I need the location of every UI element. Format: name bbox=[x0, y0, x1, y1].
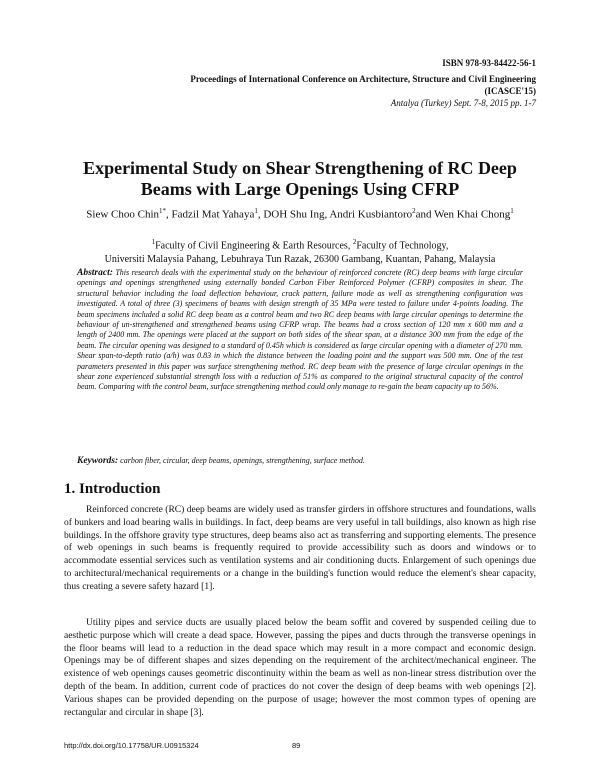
abstract bbox=[77, 268, 523, 393]
affiliation-line-1 bbox=[40, 235, 560, 253]
page-number: 89 bbox=[292, 741, 301, 750]
affiliation-line-2: Universiti Malaysia Pahang, Lebuhraya Tun Razak, 26300 Gambang, Kuantan, Pahang, Malaysia bbox=[104, 254, 496, 266]
affiliation-1: Faculty of Civil Engineering & Earth Resources, bbox=[155, 240, 353, 252]
isbn: ISBN 978-93-84422-56-1 bbox=[442, 58, 536, 68]
section-heading: 1. Introduction bbox=[64, 481, 161, 497]
doi-link[interactable]: http://dx.doi.org/10.17758/UR.U0915324 bbox=[64, 741, 199, 750]
author-separator: , bbox=[166, 208, 172, 221]
conference-venue: Antalya (Turkey) Sept. 7-8, 2015 pp. 1-7 bbox=[390, 98, 536, 108]
author-list bbox=[40, 207, 560, 221]
author-name: Fadzil Mat Yahaya bbox=[171, 208, 255, 221]
affiliation-2: Faculty of Technology, bbox=[356, 240, 449, 252]
keywords-text: carbon fiber, circular, deep beams, openings, strengthening, surface method. bbox=[120, 456, 365, 465]
affiliation-mark: 1 bbox=[151, 238, 156, 246]
proceedings-acronym: (ICASCE'15) bbox=[484, 86, 536, 96]
author-affil-mark: 1 bbox=[510, 207, 514, 215]
affiliations bbox=[40, 235, 560, 267]
author-affil-mark: 1* bbox=[159, 207, 167, 215]
paragraph: Reinforced concrete (RC) deep beams are widely used as transfer girders in offshore structures and foundations, walls of bunkers and load bearing walls in buildings. In fact, deep beams are very useful in tall buildings, also known as high rise buildings. In the offshore gravity type structures, deep beams also act as transferring and supporting elements. The presence of web openings in such beams is frequently required to provide accessibility such as doors and windows or to accommodate essential services such as ventilation systems and air conditioning ducts. Enlargement of such openings due to architectural/mechanical requirements or a change in the building's function would reduce the element's shear capacity, thus creating a severe safety hazard [1]. bbox=[64, 505, 536, 592]
author-name: DOH Shu Ing bbox=[263, 208, 325, 221]
keywords-label: Keywords: bbox=[77, 456, 119, 466]
author-name: Andri Kusbiantoro bbox=[329, 208, 413, 221]
paragraph: Utility pipes and service ducts are usually placed below the beam soffit and covered by suspended ceiling due to aesthetic purpose which will create a dead space. However, passing the pipes and ducts through the transverse openings in the floor beams will lead to a reduction in the dead space which may result in a more compact and economic design. Openings may be of different shapes and sizes depending on the requirement of the architect/mechanical engineer. The existence of web openings causes geometric discontinuity within the beam as well as non-linear stress distribution over the depth of the beam. In addition, current code of practices do not cover the design of deep beams with web openings [2]. Various shapes can be provided depending on the purpose of usage; however the most common types of opening are rectangular and circular in shape [3]. bbox=[64, 618, 536, 718]
author-separator: , bbox=[324, 208, 330, 221]
paper-title: Experimental Study on Shear Strengthening of RC Deep Beams with Large Openings Using CFRP bbox=[83, 158, 517, 199]
author-separator: , bbox=[257, 208, 264, 221]
author-affil-mark: 2 bbox=[412, 207, 416, 215]
author-name: Wen Khai Chong bbox=[434, 208, 511, 221]
abstract-label: Abstract: bbox=[77, 268, 113, 278]
keywords bbox=[77, 456, 523, 466]
affiliation-mark: 2 bbox=[352, 238, 357, 246]
author-and: and bbox=[415, 208, 435, 221]
author-name: Siew Choo Chin bbox=[86, 208, 160, 221]
proceedings-title: Proceedings of International Conference on Architecture, Structure and Civil Engineering bbox=[190, 74, 536, 84]
abstract-text: This research deals with the experimental study on the behaviour of reinforced concrete (RC) deep beams with large circular openings and openings strengthened using externally bonded Carbon Fiber Reinforced Polymer (CFRP) composites in shear. The structural behavior including the load deflection behaviour, crack pattern, failure mode as well as strengthening configuration was investigated. A total of three (3) specimens of beams with design strength of 35 MPa were tested to failure under 4-points loading. The beam specimens included a solid RC deep beam as a control beam and two RC deep beams with large circular openings to determine the behaviour of un-strengthened and strengthened beams using CFRP wrap. The beams had a cross section of 120 mm x 600 mm and a length of 2400 mm. The openings were placed at the support on both sides of the shear span, at a distance 300 mm from the edge of the beam. The circular opening was designed to a standard of 0.45h which is considered as large circular opening with a diameter of 270 mm. Shear span-to-depth ratio (a/h) was 0.83 in which the distance between the loading point and the support was 500 mm. One of the test parameters presented in this paper was surface strengthening method. RC deep beam with the presence of large circular openings in the shear zone experienced substantial strength loss with a reduction of 51% as compared to the original structural capacity of the control beam. Comparing with the control beam, surface strengthening method could only manage to re-gain the beam capacity up to 56%. bbox=[77, 268, 524, 392]
author-affil-mark: 1 bbox=[254, 207, 258, 215]
